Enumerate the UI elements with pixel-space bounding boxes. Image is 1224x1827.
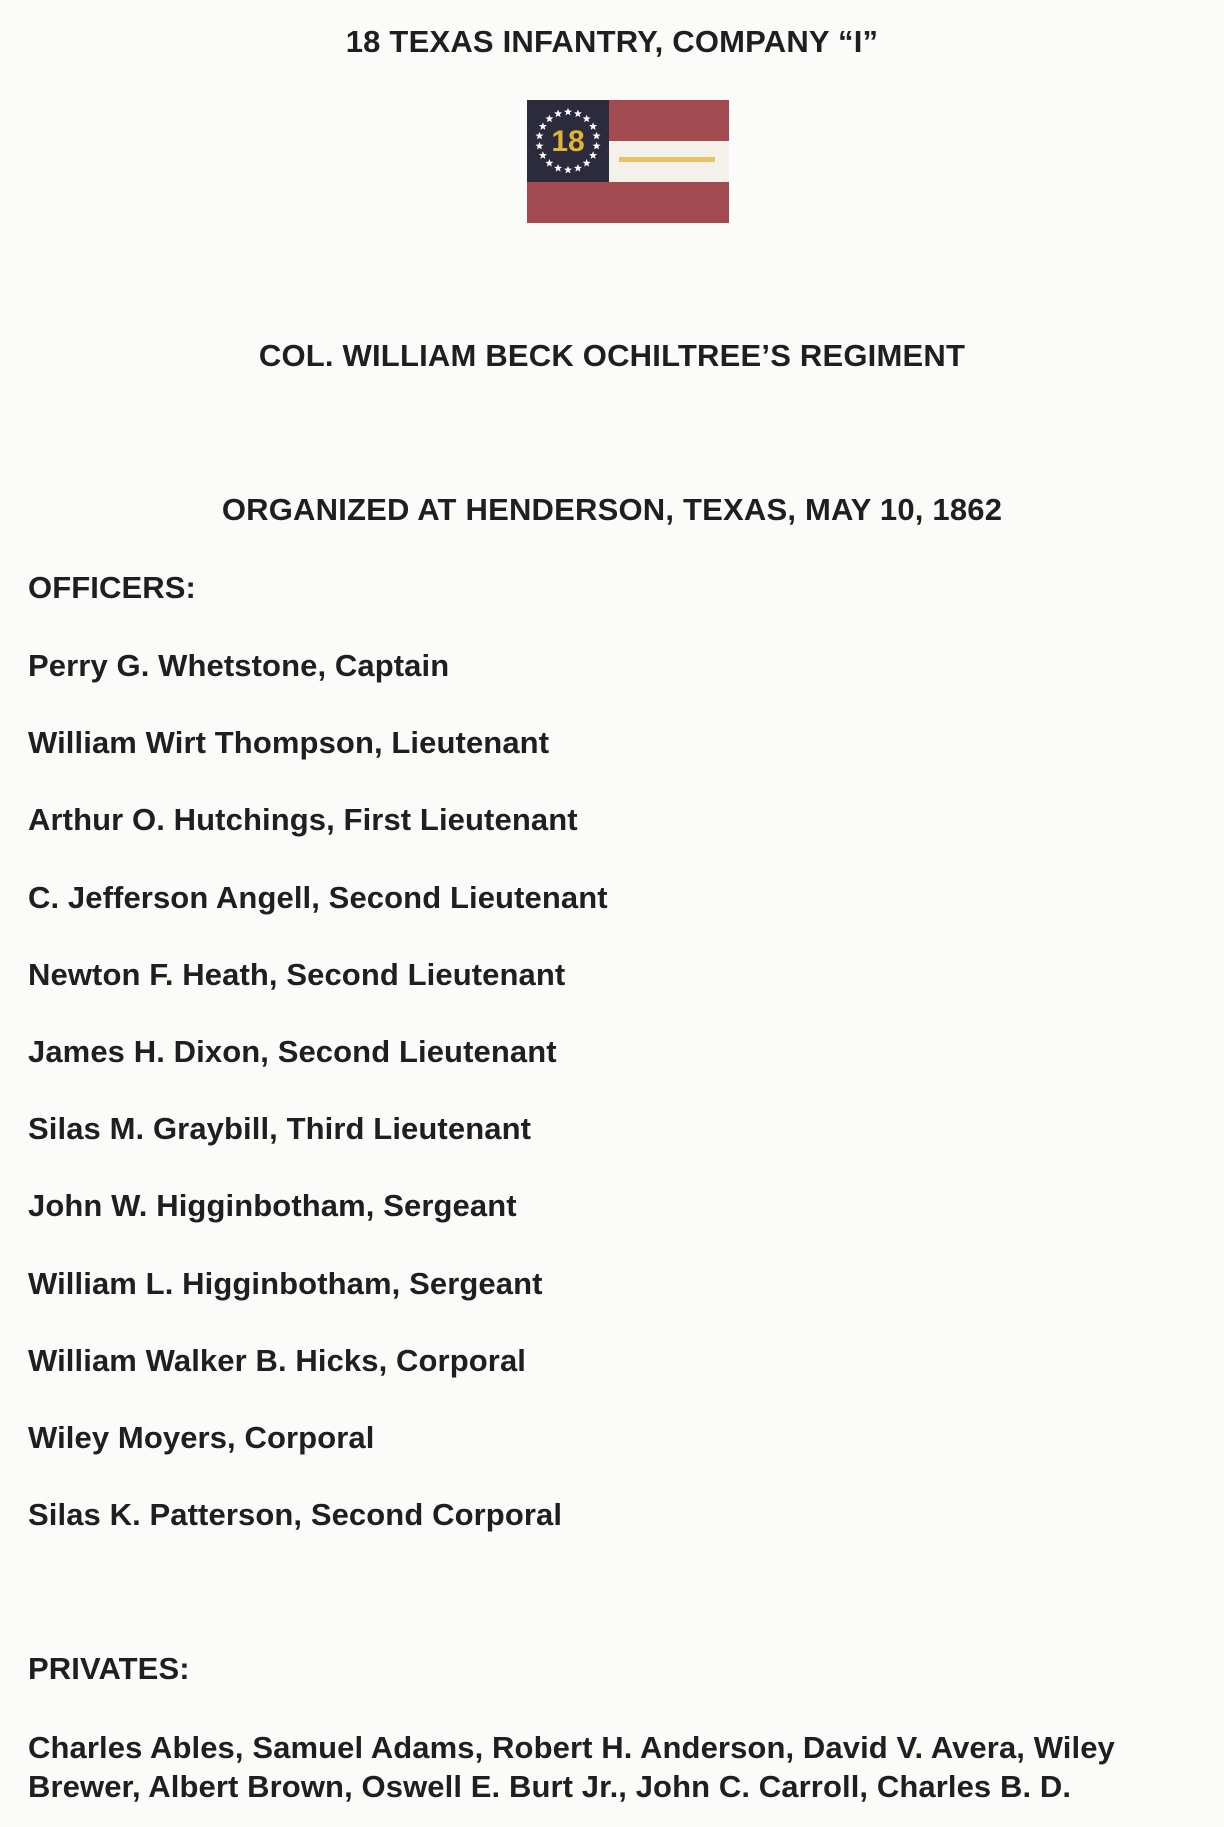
officer-entry: Arthur O. Hutchings, First Lieutenant [28,802,578,838]
officer-entry: Newton F. Heath, Second Lieutenant [28,956,566,992]
officer-entry: William L. Higginbotham, Sergeant [28,1265,543,1301]
flag-inscription-mark [619,157,715,162]
officer-entry: Silas K. Patterson, Second Corporal [28,1497,563,1533]
document-title: 18 TEXAS INFANTRY, COMPANY “I” [345,24,879,59]
officer-entry: William Wirt Thompson, Lieutenant [28,725,550,761]
regimental-flag-icon [527,100,729,223]
flag-regiment-number: 18 [551,125,585,158]
organized-heading: ORGANIZED AT HENDERSON, TEXAS, MAY 10, 1862 [221,492,1003,527]
privates-section-label: PRIVATES: [28,1651,190,1686]
officer-entry: Perry G. Whetstone, Captain [28,648,450,683]
officer-list [28,648,608,1574]
officer-entry: Wiley Moyers, Corporal [28,1419,375,1455]
officer-entry: C. Jefferson Angell, Second Lieutenant [28,879,608,915]
officer-entry: Silas M. Graybill, Third Lieutenant [28,1111,532,1147]
regiment-heading: COL. WILLIAM BECK OCHILTREE’S REGIMENT [258,338,966,373]
officer-entry: James H. Dixon, Second Lieutenant [28,1033,557,1069]
officers-section-label: OFFICERS: [28,570,196,605]
flag-red-bar-bottom [527,182,729,223]
officer-entry: John W. Higginbotham, Sergeant [28,1188,517,1224]
officer-entry: William Walker B. Hicks, Corporal [28,1342,527,1378]
privates-list: Charles Ables, Samuel Adams, Robert H. Anderson, David V. Avera, Wiley Brewer, Albert Brown, Oswell E. Burt Jr., John C. Carroll, Charles B. D. [28,1730,1115,1804]
